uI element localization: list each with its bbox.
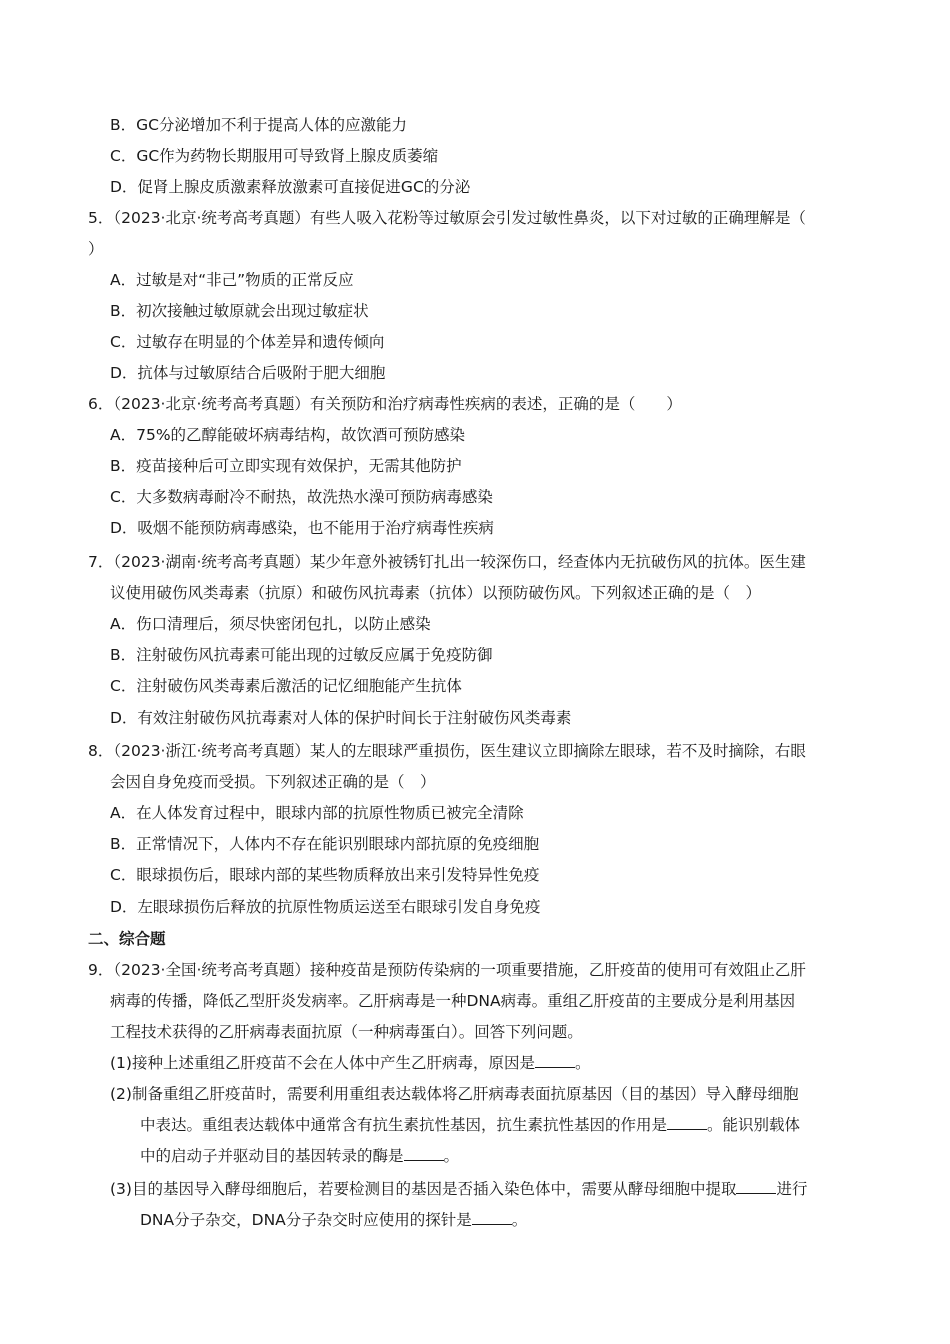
q9-sub3-text-b: 进行 — [776, 1180, 808, 1198]
q5-stem: 5．（2023·北京·统考高考真题）有些人吸入花粉等过敏原会引发过敏性鼻炎，以下对过敏的正确理解是（ — [88, 209, 806, 227]
q9-sub3-end: 。 — [511, 1211, 528, 1229]
q7-option-c: C．注射破伤风类毒素后激活的记忆细胞能产生抗体 — [110, 677, 462, 695]
answer-blank — [535, 1053, 575, 1068]
q9-stem-cont-1: 病毒的传播，降低乙型肝炎发病率。乙肝病毒是一种DNA病毒。重组乙肝疫苗的主要成分是利用基因 — [110, 992, 796, 1010]
q9-sub2-text-a: 中表达。重组表达载体中通常含有抗生素抗性基因，抗生素抗性基因的作用是 — [140, 1116, 668, 1134]
answer-blank — [736, 1179, 776, 1194]
q9-sub2: (2)制备重组乙肝疫苗时，需要利用重组表达载体将乙肝病毒表面抗原基因（目的基因）导入酵母细胞 — [110, 1085, 799, 1103]
q7-stem: 7．（2023·湖南·统考高考真题）某少年意外被锈钉扎出一较深伤口，经查体内无抗破伤风的抗体。医生建 — [88, 553, 806, 571]
q8-stem-cont: 会因自身免疫而受损。下列叙述正确的是（ ） — [110, 773, 436, 791]
q7-option-d: D．有效注射破伤风抗毒素对人体的保护时间长于注射破伤风类毒素 — [110, 709, 572, 727]
answer-blank — [404, 1146, 444, 1161]
q9-sub3-text-c: DNA分子杂交，DNA分子杂交时应使用的探针是 — [140, 1211, 472, 1229]
q4-option-d: D．促肾上腺皮质激素释放激素可直接促进GC的分泌 — [110, 178, 471, 196]
q6-option-d: D．吸烟不能预防病毒感染，也不能用于治疗病毒性疾病 — [110, 519, 494, 537]
q9-sub2-cont-1 — [140, 1114, 800, 1136]
q5-option-d: D．抗体与过敏原结合后吸附于肥大细胞 — [110, 364, 386, 382]
q8-option-d: D．左眼球损伤后释放的抗原性物质运送至右眼球引发自身免疫 — [110, 898, 541, 916]
q9-sub1-end: 。 — [574, 1054, 591, 1072]
q6-option-b: B．疫苗接种后可立即实现有效保护，无需其他防护 — [110, 457, 462, 475]
q7-option-b: B．注射破伤风抗毒素可能出现的过敏反应属于免疫防御 — [110, 646, 493, 664]
q9-sub2-cont-2 — [140, 1145, 459, 1167]
q8-option-a: A．在人体发育过程中，眼球内部的抗原性物质已被完全清除 — [110, 804, 524, 822]
q8-option-b: B．正常情况下，人体内不存在能识别眼球内部抗原的免疫细胞 — [110, 835, 540, 853]
q5-option-c: C．过敏存在明显的个体差异和遗传倾向 — [110, 333, 385, 351]
answer-blank — [472, 1210, 512, 1225]
q5-option-a: A．过敏是对“非己”物质的正常反应 — [110, 271, 354, 289]
q6-option-a: A．75%的乙醇能破坏病毒结构，故饮酒可预防感染 — [110, 426, 466, 444]
q4-option-c: C．GC作为药物长期服用可导致肾上腺皮质萎缩 — [110, 147, 439, 165]
q7-option-a: A．伤口清理后，须尽快密闭包扎，以防止感染 — [110, 615, 431, 633]
q8-option-c: C．眼球损伤后，眼球内部的某些物质释放出来引发特异性免疫 — [110, 866, 540, 884]
q9-stem: 9．（2023·全国·统考高考真题）接种疫苗是预防传染病的一项重要措施，乙肝疫苗的使用可有效阻止乙肝 — [88, 961, 806, 979]
q7-stem-cont: 议使用破伤风类毒素（抗原）和破伤风抗毒素（抗体）以预防破伤风。下列叙述正确的是（ ） — [110, 584, 762, 602]
q9-stem-cont-2: 工程技术获得的乙肝病毒表面抗原（一种病毒蛋白）。回答下列问题。 — [110, 1023, 583, 1041]
q5-stem-end: ） — [88, 240, 104, 258]
q9-sub3-cont — [140, 1209, 527, 1231]
q6-stem: 6．（2023·北京·统考高考真题）有关预防和治疗病毒性疾病的表述，正确的是（ ） — [88, 395, 682, 413]
q9-sub3 — [110, 1178, 807, 1200]
q5-option-b: B．初次接触过敏原就会出现过敏症状 — [110, 302, 369, 320]
q9-sub1 — [110, 1052, 590, 1074]
section-heading: 二、综合题 — [88, 930, 166, 948]
q9-sub2-text-c: 中的启动子并驱动目的基因转录的酶是 — [140, 1147, 404, 1165]
q6-option-c: C．大多数病毒耐冷不耐热，故洗热水澡可预防病毒感染 — [110, 488, 493, 506]
answer-blank — [667, 1115, 707, 1130]
q9-sub1-text: (1)接种上述重组乙肝疫苗不会在人体中产生乙肝病毒，原因是 — [110, 1054, 535, 1072]
q8-stem: 8．（2023·浙江·统考高考真题）某人的左眼球严重损伤，医生建议立即摘除左眼球，若不及时摘除，右眼 — [88, 742, 806, 760]
q9-sub2-text-b: 。能识别载体 — [707, 1116, 801, 1134]
q9-sub2-end: 。 — [443, 1147, 460, 1165]
q4-option-b: B．GC分泌增加不利于提高人体的应激能力 — [110, 116, 407, 134]
q9-sub3-text-a: (3)目的基因导入酵母细胞后，若要检测目的基因是否插入染色体中，需要从酵母细胞中提取 — [110, 1180, 737, 1198]
